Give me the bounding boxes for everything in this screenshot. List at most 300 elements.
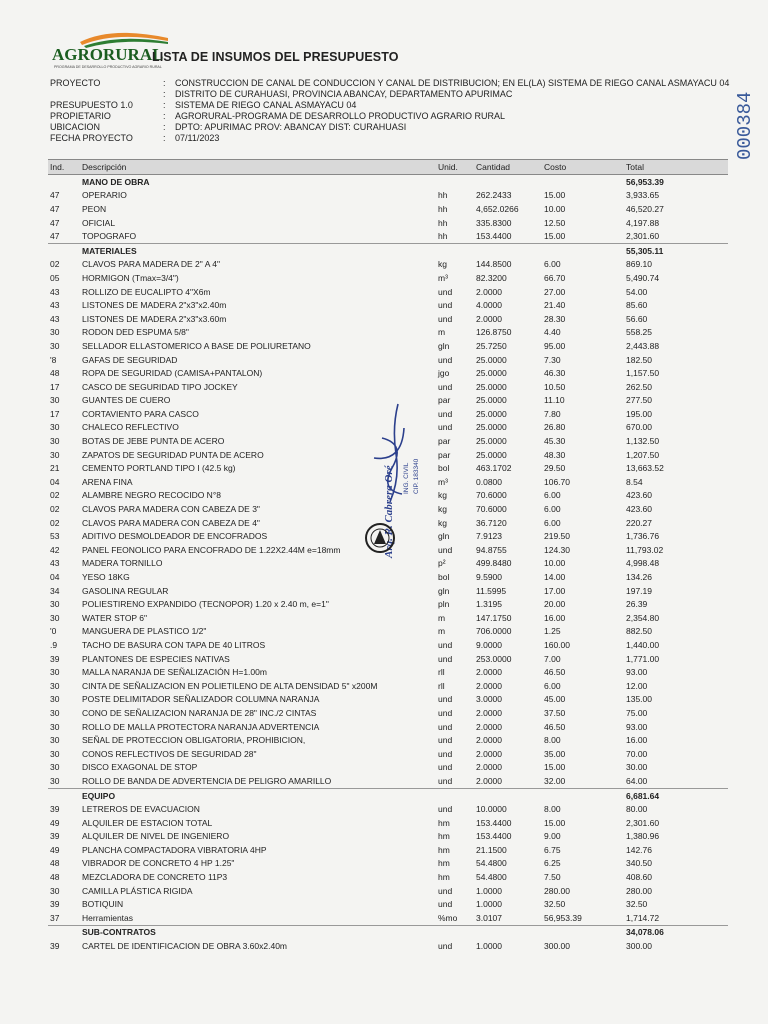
item-description: MEZCLADORA DE CONCRETO 11P3 <box>82 872 228 883</box>
item-cost: 1.25 <box>544 626 561 637</box>
section-spacer <box>48 175 80 189</box>
item-quantity: 70.6000 <box>476 504 507 515</box>
info-colon: : <box>163 78 166 88</box>
table-row <box>48 202 728 216</box>
item-ind: 30 <box>50 340 60 351</box>
item-ind: 30 <box>50 680 60 691</box>
item-total: 54.00 <box>626 286 648 297</box>
item-cost: 46.50 <box>544 721 566 732</box>
item-description: GASOLINA REGULAR <box>82 585 169 596</box>
engineer-stamp <box>362 398 440 566</box>
item-quantity: 2.0000 <box>476 313 502 324</box>
item-description: MALLA NARANJA DE SEÑALIZACIÓN H=1.00m <box>82 667 267 678</box>
item-unit: gln <box>438 340 450 351</box>
item-quantity: 4,652.0266 <box>476 203 519 214</box>
logo-text: AGRORURAL <box>52 45 164 64</box>
table-row <box>48 830 728 844</box>
item-ind: 04 <box>50 572 60 583</box>
info-value: SISTEMA DE RIEGO CANAL ASMAYACU 04 <box>175 100 357 110</box>
item-unit: bol <box>438 572 450 583</box>
item-ind: 47 <box>50 231 60 242</box>
section-name: EQUIPO <box>80 788 436 802</box>
item-ind: 39 <box>50 831 60 842</box>
item-total: 1,380.96 <box>626 831 660 842</box>
item-unit: und <box>438 885 453 896</box>
item-ind: 30 <box>50 885 60 896</box>
item-total: 670.00 <box>626 422 652 433</box>
item-total: 85.60 <box>626 300 648 311</box>
item-quantity: 1.0000 <box>476 899 502 910</box>
item-cost: 45.30 <box>544 436 566 447</box>
item-total: 93.00 <box>626 721 648 732</box>
table-row <box>48 625 728 639</box>
item-cost: 32.00 <box>544 775 566 786</box>
item-quantity: 4.0000 <box>476 300 502 311</box>
item-quantity: 2.0000 <box>476 748 502 759</box>
item-cost: 106.70 <box>544 476 570 487</box>
item-cost: 6.25 <box>544 858 561 869</box>
item-quantity: 25.7250 <box>476 340 507 351</box>
item-unit: par <box>438 436 451 447</box>
section-spacer <box>436 788 474 802</box>
info-row <box>50 100 730 111</box>
item-description: SELLADOR ELLASTOMERICO A BASE DE POLIURETANO <box>82 340 311 351</box>
item-total: 5,490.74 <box>626 272 660 283</box>
item-description: ALQUILER DE NIVEL DE INGENIERO <box>82 831 230 842</box>
item-description: BOTIQUIN <box>82 899 124 910</box>
item-unit: und <box>438 408 453 419</box>
table-row <box>48 584 728 598</box>
table-row <box>48 843 728 857</box>
item-description: PANEL FEONOLICO PARA ENCOFRADO DE 1.22X2.44M e=18mm <box>82 544 341 555</box>
item-cost: 46.50 <box>544 667 566 678</box>
item-ind: 30 <box>50 422 60 433</box>
item-ind: '8 <box>50 354 57 365</box>
item-ind: 42 <box>50 544 60 555</box>
info-colon: : <box>163 122 166 132</box>
item-ind: 39 <box>50 653 60 664</box>
section-spacer <box>474 788 542 802</box>
item-ind: 39 <box>50 804 60 815</box>
item-unit: hm <box>438 844 450 855</box>
item-ind: 30 <box>50 667 60 678</box>
item-quantity: 2.0000 <box>476 707 502 718</box>
info-label: PRESUPUESTO 1.0 <box>50 100 133 110</box>
item-ind: 30 <box>50 707 60 718</box>
item-cost: 6.00 <box>544 504 561 515</box>
item-description: LISTONES DE MADERA 2"x3"x3.60m <box>82 313 227 324</box>
item-unit: m <box>438 626 446 637</box>
item-unit: kg <box>438 490 447 501</box>
item-total: 277.50 <box>626 395 652 406</box>
item-ind: 17 <box>50 381 60 392</box>
item-quantity: 1.0000 <box>476 885 502 896</box>
item-description: CAMILLA PLÁSTICA RIGIDA <box>82 885 193 896</box>
item-description: LETREROS DE EVACUACION <box>82 804 200 815</box>
item-cost: 6.00 <box>544 680 561 691</box>
info-label: FECHA PROYECTO <box>50 133 133 143</box>
section-spacer <box>542 925 624 939</box>
section-spacer <box>542 243 624 257</box>
item-cost: 7.00 <box>544 653 561 664</box>
item-description: ALAMBRE NEGRO RECOCIDO N°8 <box>82 490 221 501</box>
item-total: 2,443.88 <box>626 340 660 351</box>
info-colon: : <box>163 111 166 121</box>
item-cost: 46.30 <box>544 368 566 379</box>
item-quantity: 147.1750 <box>476 612 512 623</box>
item-description: ZAPATOS DE SEGURIDAD PUNTA DE ACERO <box>82 449 264 460</box>
item-description: BOTAS DE JEBE PUNTA DE ACERO <box>82 436 225 447</box>
item-ind: 30 <box>50 748 60 759</box>
section-row <box>48 243 728 257</box>
info-value: DISTRITO DE CURAHUASI, PROVINCIA ABANCAY, DEPARTAMENTO APURIMAC <box>175 89 513 99</box>
item-total: 340.50 <box>626 858 652 869</box>
section-spacer <box>542 788 624 802</box>
item-total: 11,793.02 <box>626 544 664 555</box>
item-unit: hm <box>438 817 450 828</box>
item-ind: 30 <box>50 395 60 406</box>
info-colon: : <box>163 89 166 99</box>
section-name: MATERIALES <box>80 243 436 257</box>
item-unit: und <box>438 735 453 746</box>
item-unit: und <box>438 899 453 910</box>
item-total: 32.50 <box>626 899 648 910</box>
item-quantity: 25.0000 <box>476 449 507 460</box>
item-unit: hh <box>438 231 448 242</box>
item-quantity: 2.0000 <box>476 762 502 773</box>
item-unit: und <box>438 694 453 705</box>
item-cost: 28.30 <box>544 313 566 324</box>
item-quantity: 153.4400 <box>476 231 512 242</box>
table-row <box>48 285 728 299</box>
item-quantity: 2.0000 <box>476 775 502 786</box>
item-unit: und <box>438 422 453 433</box>
item-total: 300.00 <box>626 941 652 952</box>
item-unit: hm <box>438 872 450 883</box>
item-cost: 7.50 <box>544 872 561 883</box>
info-label <box>50 89 163 100</box>
table-row <box>48 380 728 394</box>
item-unit: und <box>438 707 453 718</box>
item-ind: 30 <box>50 612 60 623</box>
item-cost: 12.50 <box>544 217 566 228</box>
serial-number-stamp <box>728 92 758 162</box>
table-row <box>48 816 728 830</box>
table-row <box>48 611 728 625</box>
serial-number: 000384 <box>734 92 756 160</box>
item-unit: %mo <box>438 912 458 923</box>
item-total: 423.60 <box>626 504 652 515</box>
item-unit: hh <box>438 203 448 214</box>
item-cost: 6.00 <box>544 259 561 270</box>
item-ind: 30 <box>50 762 60 773</box>
item-description: CASCO DE SEGURIDAD TIPO JOCKEY <box>82 381 238 392</box>
col-cost: Costo <box>542 160 624 175</box>
item-cost: 6.00 <box>544 517 561 528</box>
item-description: OPERARIO <box>82 190 127 201</box>
info-value: AGRORURAL-PROGRAMA DE DESARROLLO PRODUCTIVO AGRARIO RURAL <box>175 111 506 121</box>
table-header <box>48 160 728 175</box>
table-row <box>48 339 728 353</box>
item-unit: und <box>438 639 453 650</box>
table-row <box>48 802 728 816</box>
item-ind: '0 <box>50 626 57 637</box>
item-cost: 8.00 <box>544 735 561 746</box>
item-description: HORMIGON (Tmax=3/4") <box>82 272 179 283</box>
item-total: 558.25 <box>626 327 652 338</box>
item-cost: 7.30 <box>544 354 561 365</box>
item-total: 882.50 <box>626 626 652 637</box>
item-cost: 15.00 <box>544 817 566 828</box>
item-ind: 39 <box>50 941 60 952</box>
item-description: CONO DE SEÑALIZACION NARANJA DE 28" INC./2 CINTAS <box>82 707 317 718</box>
item-ind: 47 <box>50 217 60 228</box>
item-cost: 95.00 <box>544 340 566 351</box>
item-cost: 6.00 <box>544 490 561 501</box>
item-total: 1,132.50 <box>626 436 660 447</box>
col-total: Total <box>624 160 728 175</box>
section-spacer <box>436 925 474 939</box>
item-cost: 15.00 <box>544 762 566 773</box>
item-total: 56.60 <box>626 313 648 324</box>
item-total: 2,301.60 <box>626 817 660 828</box>
info-row <box>50 122 730 133</box>
item-total: 134.26 <box>626 572 652 583</box>
item-cost: 124.30 <box>544 544 570 555</box>
item-total: 64.00 <box>626 775 648 786</box>
item-ind: 34 <box>50 585 60 596</box>
info-value: DPTO: APURIMAC PROV: ABANCAY DIST: CURAHUASI <box>175 122 407 132</box>
item-unit: und <box>438 544 453 555</box>
item-ind: 17 <box>50 408 60 419</box>
item-ind: 48 <box>50 858 60 869</box>
item-description: PLANCHA COMPACTADORA VIBRATORIA 4HP <box>82 844 267 855</box>
item-description: CARTEL DE IDENTIFICACION DE OBRA 3.60x2.40m <box>82 941 288 952</box>
section-spacer <box>474 925 542 939</box>
table-row <box>48 747 728 761</box>
item-description: ROLLO DE MALLA PROTECTORA NARANJA ADVERTENCIA <box>82 721 320 732</box>
item-ind: 48 <box>50 872 60 883</box>
item-unit: rll <box>438 667 445 678</box>
item-ind: 30 <box>50 694 60 705</box>
item-ind: 30 <box>50 735 60 746</box>
item-unit: par <box>438 449 451 460</box>
item-unit: bol <box>438 463 450 474</box>
item-ind: 30 <box>50 327 60 338</box>
item-ind: 47 <box>50 203 60 214</box>
item-unit: hh <box>438 217 448 228</box>
item-quantity: 2.0000 <box>476 721 502 732</box>
item-total: 46,520.27 <box>626 203 664 214</box>
table-row <box>48 897 728 911</box>
item-cost: 29.50 <box>544 463 566 474</box>
item-ind: 30 <box>50 449 60 460</box>
item-cost: 56,953.39 <box>544 912 582 923</box>
section-spacer <box>48 925 80 939</box>
item-quantity: 463.1702 <box>476 463 512 474</box>
table-row <box>48 570 728 584</box>
item-unit: hm <box>438 831 450 842</box>
item-unit: kg <box>438 259 447 270</box>
section-spacer <box>474 175 542 189</box>
item-ind: 21 <box>50 463 60 474</box>
item-quantity: 25.0000 <box>476 381 507 392</box>
table-row <box>48 353 728 367</box>
table-row <box>48 706 728 720</box>
item-total: 8.54 <box>626 476 643 487</box>
item-cost: 160.00 <box>544 639 570 650</box>
item-quantity: 36.7120 <box>476 517 507 528</box>
item-description: RODON DED ESPUMA 5/8" <box>82 327 189 338</box>
item-quantity: 82.3200 <box>476 272 507 283</box>
item-description: CHALECO REFLECTIVO <box>82 422 179 433</box>
section-spacer <box>436 243 474 257</box>
item-description: LISTONES DE MADERA 2"x3"x2.40m <box>82 300 227 311</box>
item-description: ROLLIZO DE EUCALIPTO 4"X6m <box>82 286 211 297</box>
info-colon: : <box>163 100 166 110</box>
item-quantity: 253.0000 <box>476 653 512 664</box>
section-spacer <box>436 175 474 189</box>
item-unit: und <box>438 804 453 815</box>
col-qty: Cantidad <box>474 160 542 175</box>
item-total: 93.00 <box>626 667 648 678</box>
item-total: 1,207.50 <box>626 449 660 460</box>
item-description: POSTE DELIMITADOR SEÑALIZADOR COLUMNA NARANJA <box>82 694 320 705</box>
item-total: 195.00 <box>626 408 652 419</box>
item-total: 16.00 <box>626 735 648 746</box>
item-quantity: 25.0000 <box>476 368 507 379</box>
item-quantity: 2.0000 <box>476 735 502 746</box>
project-info <box>50 78 730 144</box>
item-unit: m³ <box>438 476 448 487</box>
item-quantity: 25.0000 <box>476 408 507 419</box>
item-unit: und <box>438 775 453 786</box>
section-spacer <box>48 788 80 802</box>
item-ind: 48 <box>50 368 60 379</box>
item-unit: par <box>438 395 451 406</box>
section-subtotal: 34,078.06 <box>624 925 728 939</box>
item-ind: 39 <box>50 899 60 910</box>
item-ind: 37 <box>50 912 60 923</box>
item-total: 4,197.88 <box>626 217 660 228</box>
item-description: CINTA DE SEÑALIZACION EN POLIETILENO DE ALTA DENSIDAD 5" x200M <box>82 680 378 691</box>
table-row <box>48 271 728 285</box>
item-unit: jgo <box>438 368 450 379</box>
table-row <box>48 774 728 788</box>
item-total: 75.00 <box>626 707 648 718</box>
table-row <box>48 870 728 884</box>
table-row <box>48 258 728 272</box>
item-cost: 15.00 <box>544 231 566 242</box>
item-description: POLIESTIRENO EXPANDIDO (TECNOPOR) 1.20 x 2.40 m, e=1" <box>82 599 329 610</box>
item-quantity: 144.8500 <box>476 259 512 270</box>
item-cost: 66.70 <box>544 272 566 283</box>
item-total: 2,354.80 <box>626 612 660 623</box>
item-cost: 10.00 <box>544 558 566 569</box>
item-quantity: 3.0000 <box>476 694 502 705</box>
item-total: 80.00 <box>626 804 648 815</box>
item-cost: 35.00 <box>544 748 566 759</box>
stamp-name: Arq. R. Cabrera Oré <box>383 465 395 558</box>
item-cost: 9.00 <box>544 831 561 842</box>
item-total: 70.00 <box>626 748 648 759</box>
item-quantity: 25.0000 <box>476 395 507 406</box>
item-quantity: 9.5900 <box>476 572 502 583</box>
section-subtotal: 6,681.64 <box>624 788 728 802</box>
item-quantity: 2.0000 <box>476 286 502 297</box>
item-unit: und <box>438 313 453 324</box>
item-ind: .9 <box>50 639 58 650</box>
item-quantity: 1.3195 <box>476 599 502 610</box>
item-description: CONOS REFLECTIVOS DE SEGURIDAD 28" <box>82 748 257 759</box>
item-description: TOPOGRAFO <box>82 231 137 242</box>
item-total: 26.39 <box>626 599 648 610</box>
item-description: Herramientas <box>82 912 134 923</box>
item-cost: 45.00 <box>544 694 566 705</box>
item-ind: 30 <box>50 775 60 786</box>
item-ind: 05 <box>50 272 60 283</box>
item-unit: m <box>438 327 446 338</box>
document-title: LISTA DE INSUMOS DEL PRESUPUESTO <box>152 50 399 64</box>
stamp-profession: ING. CIVIL <box>403 462 410 494</box>
item-cost: 32.50 <box>544 899 566 910</box>
item-ind: 43 <box>50 286 60 297</box>
item-total: 197.19 <box>626 585 652 596</box>
item-description: ALQUILER DE ESTACION TOTAL <box>82 817 213 828</box>
section-name: SUB-CONTRATOS <box>80 925 436 939</box>
item-description: SEÑAL DE PROTECCION OBLIGATORIA, PROHIBICION, <box>82 735 306 746</box>
table-row <box>48 679 728 693</box>
item-quantity: 126.8750 <box>476 327 512 338</box>
item-cost: 300.00 <box>544 941 570 952</box>
item-unit: pln <box>438 599 450 610</box>
item-total: 30.00 <box>626 762 648 773</box>
item-total: 4,998.48 <box>626 558 660 569</box>
table-row <box>48 761 728 775</box>
item-description: ARENA FINA <box>82 476 133 487</box>
item-cost: 16.00 <box>544 612 566 623</box>
item-unit: kg <box>438 517 447 528</box>
item-total: 869.10 <box>626 259 652 270</box>
section-subtotal: 55,305.11 <box>624 243 728 257</box>
item-ind: 49 <box>50 844 60 855</box>
info-value: 07/11/2023 <box>175 133 220 143</box>
item-quantity: 25.0000 <box>476 354 507 365</box>
item-total: 1,736.76 <box>626 531 660 542</box>
table-row <box>48 189 728 203</box>
item-description: CEMENTO PORTLAND TIPO I (42.5 kg) <box>82 463 236 474</box>
item-description: MADERA TORNILLO <box>82 558 163 569</box>
table-row <box>48 857 728 871</box>
info-row <box>50 133 730 144</box>
item-total: 135.00 <box>626 694 652 705</box>
col-ind: Ind. <box>48 160 80 175</box>
item-ind: 30 <box>50 721 60 732</box>
item-total: 1,771.00 <box>626 653 660 664</box>
item-quantity: 1.0000 <box>476 941 502 952</box>
item-unit: und <box>438 748 453 759</box>
table-row <box>48 597 728 611</box>
item-cost: 26.80 <box>544 422 566 433</box>
item-cost: 15.00 <box>544 190 566 201</box>
item-unit: p² <box>438 558 446 569</box>
table-row <box>48 911 728 925</box>
item-ind: 02 <box>50 490 60 501</box>
item-description: YESO 18KG <box>82 572 130 583</box>
item-cost: 48.30 <box>544 449 566 460</box>
section-spacer <box>474 243 542 257</box>
item-cost: 21.40 <box>544 300 566 311</box>
